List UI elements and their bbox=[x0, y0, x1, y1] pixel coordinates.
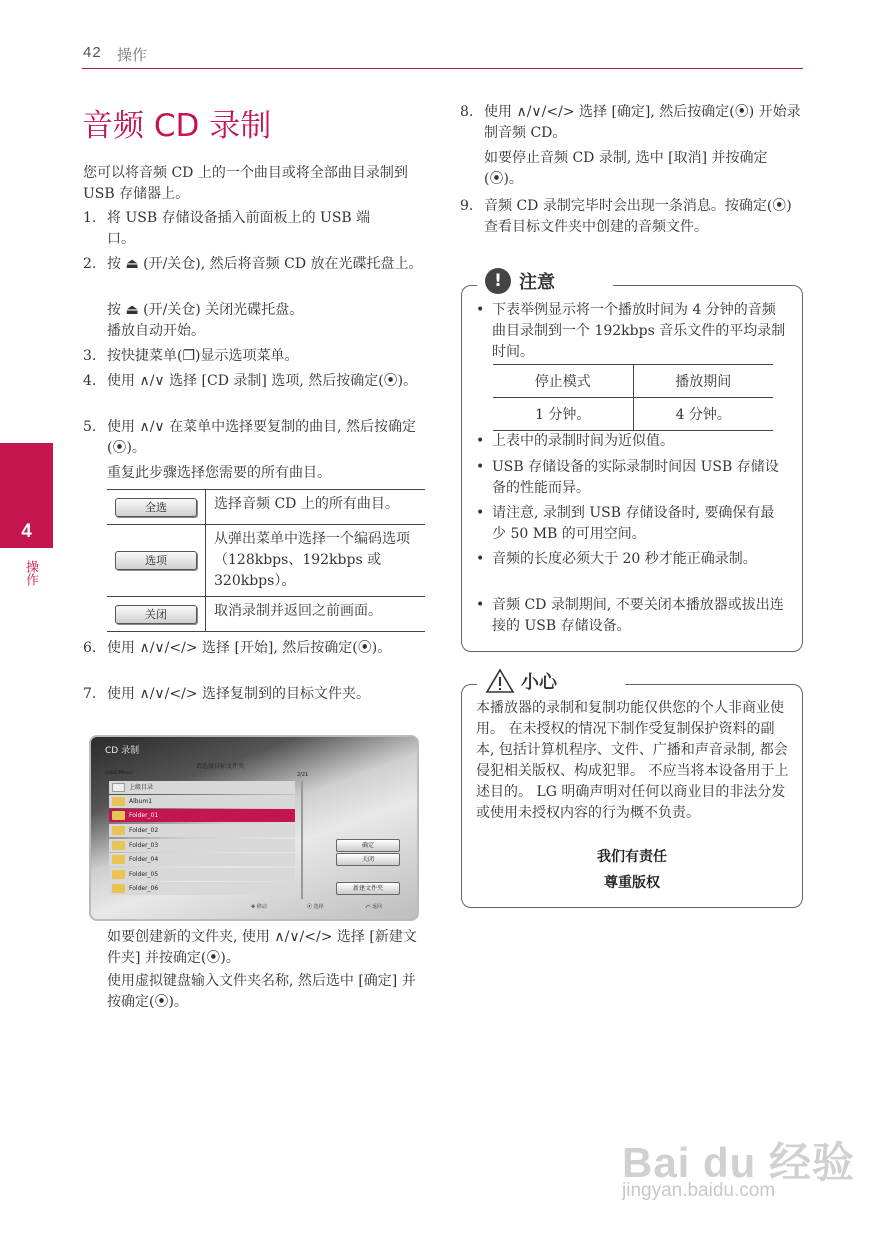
step-2: 2. 按 ⏏ (开/关仓), 然后将音频 CD 放在光碟托盘上。 bbox=[83, 256, 423, 272]
note-bullet: • 上表中的录制时间为近似值。 bbox=[476, 433, 674, 449]
step-9: 9. 音频 CD 录制完毕时会出现一条消息。按确定(⦿)查看目标文件夹中创建的音频文件。 bbox=[460, 198, 792, 235]
note-bullet: • 下表举例显示将一个播放时间为 4 分钟的音频曲目录制到一个 192kbps 音乐文件的平均录制时间。 bbox=[476, 302, 786, 360]
new-folder-button[interactable]: 新建文件夹 bbox=[336, 882, 400, 895]
back-icon: ⤺ bbox=[365, 904, 371, 910]
page-number: 42 bbox=[83, 44, 102, 61]
list-item[interactable]: Folder_05 bbox=[109, 868, 295, 881]
folder-icon bbox=[112, 855, 125, 864]
step-7: 7. 使用 ∧/∨/</> 选择复制到的目标文件夹。 bbox=[83, 686, 371, 702]
virtual-keyboard-instruction: 使用虚拟键盘输入文件夹名称, 然后选中 [确定] 并按确定(⦿)。 bbox=[107, 973, 416, 1010]
list-item[interactable]: Folder_04 bbox=[109, 853, 295, 866]
record-time-table-wrap bbox=[493, 364, 773, 431]
record-time-table bbox=[493, 364, 773, 431]
intro-text: 您可以将音频 CD 上的一个曲目或将全部曲目录制到 USB 存储器上。 bbox=[83, 165, 408, 202]
option-desc: 从弹出菜单中选择一个编码选项（128kbps、192kbps 或 320kbps）。 bbox=[206, 525, 426, 597]
list-item[interactable]: 上级目录 bbox=[109, 781, 295, 794]
options-button[interactable]: 选项 bbox=[115, 551, 197, 570]
folder-icon bbox=[112, 841, 125, 850]
step-6: 6. 使用 ∧/∨/</> 选择 [开始], 然后按确定(⦿)。 bbox=[83, 640, 392, 656]
step-3: 3. 按快捷菜单(❐)显示选项菜单。 bbox=[83, 348, 299, 364]
step-8: 8. 使用 ∧/∨/</> 选择 [确定], 然后按确定(⦿) 开始录制音频 CD。 bbox=[460, 104, 801, 141]
exclamation-icon: ! bbox=[485, 268, 511, 294]
step-2-note-1: 按 ⏏ (开/关仓) 关闭光碟托盘。 bbox=[107, 302, 304, 318]
close-button[interactable]: 关闭 bbox=[336, 853, 400, 866]
legend-select: ⦿ 选择 bbox=[307, 904, 324, 910]
header-rule bbox=[82, 68, 803, 69]
chapter-tab-label: 操作 bbox=[23, 560, 38, 586]
folder-icon bbox=[112, 826, 125, 835]
table-row bbox=[493, 365, 773, 398]
folder-icon bbox=[112, 797, 125, 806]
page-title: 音频 CD 录制 bbox=[82, 108, 272, 144]
table-cell: 1 分钟。 bbox=[493, 398, 633, 431]
legend-move: ✥ 移动 bbox=[251, 904, 267, 910]
step-5: 5. 使用 ∧/∨ 在菜单中选择要复制的曲目, 然后按确定(⦿)。 bbox=[83, 419, 417, 456]
chapter-tab: 4 bbox=[0, 443, 53, 548]
list-item[interactable]: Folder_06 bbox=[109, 882, 295, 895]
folder-icon bbox=[112, 884, 125, 893]
baidu-watermark-url: jingyan.baidu.com bbox=[622, 1180, 776, 1201]
table-row bbox=[107, 597, 425, 632]
table-row bbox=[493, 398, 773, 431]
option-table bbox=[107, 489, 425, 632]
list-item[interactable]: Folder_03 bbox=[109, 839, 295, 852]
table-row bbox=[107, 525, 425, 597]
step-5-note: 重复此步骤选择您需要的所有曲目。 bbox=[107, 465, 331, 481]
note-bullet: • 音频的长度必须大于 20 秒才能正确录制。 bbox=[476, 551, 757, 567]
step-1: 1. 将 USB 存储设备插入前面板上的 USB 端口。 bbox=[83, 210, 371, 247]
table-row bbox=[107, 490, 425, 525]
note-bullet: • 请注意, 录制到 USB 存储设备时, 要确保有最少 50 MB 的可用空间。 bbox=[476, 505, 775, 542]
baidu-watermark: Bai du 经验 bbox=[622, 1139, 856, 1186]
note-title: ! 注意 bbox=[477, 268, 613, 294]
list-item[interactable]: Folder_01 bbox=[109, 809, 295, 822]
ok-button[interactable]: 确定 bbox=[336, 839, 400, 852]
folder-icon bbox=[112, 811, 125, 820]
list-item[interactable]: Album1 bbox=[109, 795, 295, 808]
select-icon: ⦿ bbox=[307, 904, 313, 910]
option-table-wrap bbox=[107, 489, 425, 632]
step-8-note: 如要停止音频 CD 录制, 选中 [取消] 并按确定(⦿)。 bbox=[484, 150, 768, 187]
shot-subtitle: 请选择目标文件夹 bbox=[196, 763, 245, 770]
note-bullet: • 音频 CD 录制期间, 不要关闭本播放器或拔出连接的 USB 存储设备。 bbox=[476, 597, 784, 634]
scrollbar[interactable] bbox=[301, 781, 303, 899]
table-header: 播放期间 bbox=[633, 365, 773, 398]
warning-icon bbox=[485, 668, 515, 694]
note-bullet: • USB 存储设备的实际录制时间因 USB 存储设备的性能而异。 bbox=[476, 459, 779, 496]
move-icon: ✥ bbox=[251, 904, 256, 910]
step-4: 4. 使用 ∧/∨ 选择 [CD 录制] 选项, 然后按确定(⦿)。 bbox=[83, 373, 418, 389]
cd-record-screenshot bbox=[89, 735, 419, 921]
shot-path: usb1/Music bbox=[105, 770, 134, 776]
table-cell: 4 分钟。 bbox=[633, 398, 773, 431]
option-desc: 选择音频 CD 上的所有曲目。 bbox=[206, 490, 426, 525]
section-title: 操作 bbox=[117, 46, 148, 64]
select-all-button[interactable]: 全选 bbox=[115, 498, 197, 517]
close-button[interactable]: 关闭 bbox=[115, 605, 197, 624]
shot-counter: 2/21 bbox=[297, 772, 309, 778]
shot-title: CD 录制 bbox=[105, 746, 140, 756]
folder-icon bbox=[112, 870, 125, 879]
slogan-2: 尊重版权 bbox=[604, 875, 660, 891]
option-desc: 取消录制并返回之前画面。 bbox=[206, 597, 426, 632]
step-2-note-2: 播放自动开始。 bbox=[107, 323, 205, 339]
caution-title: 小心 bbox=[477, 668, 625, 694]
slogan-1: 我们有责任 bbox=[597, 849, 667, 865]
legend-back: ⤺ 返回 bbox=[365, 904, 382, 910]
table-header: 停止模式 bbox=[493, 365, 633, 398]
new-folder-instruction: 如要创建新的文件夹, 使用 ∧/∨/</> 选择 [新建文件夹] 并按确定(⦿)。 bbox=[107, 929, 417, 966]
list-item[interactable]: Folder_02 bbox=[109, 824, 295, 837]
caution-text: 本播放器的录制和复制功能仅供您的个人非商业使用。 在未授权的情况下制作受复制保护资料的副本, 包括计算机程序、文件、广播和声音录制, 都会侵犯相关版权、构成犯罪。 不应当将本设备用于上述目的。 LG 明确声明对任何以商业目的非法分发或使用未授权内容的行为概不负责。 bbox=[476, 700, 789, 821]
